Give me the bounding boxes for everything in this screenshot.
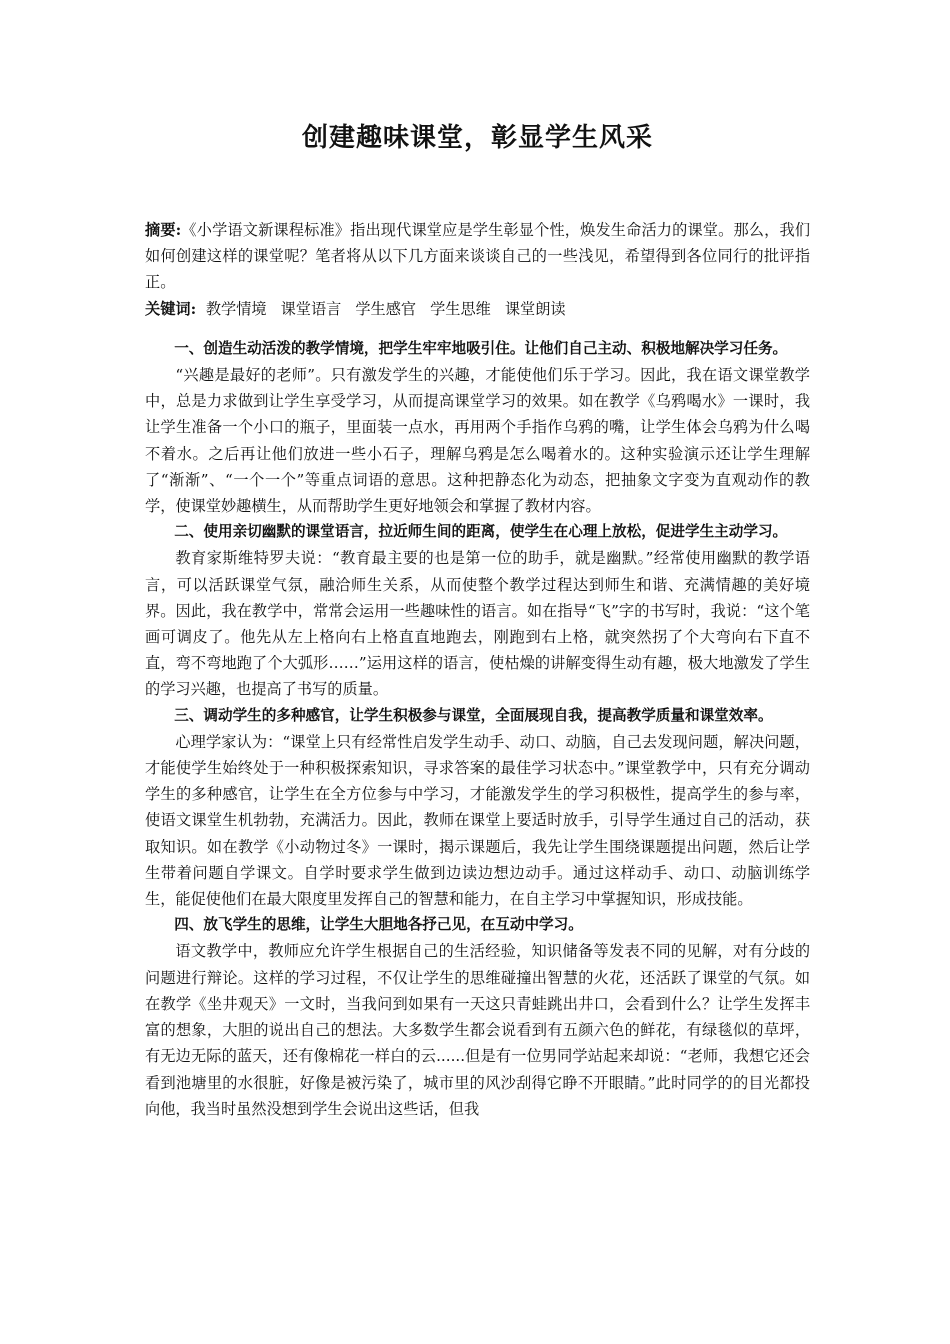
- keywords-label: 关键词:: [145, 299, 197, 318]
- keyword-item: 课堂朗读: [504, 299, 566, 318]
- section-heading-4: 四、放飞学生的思维，让学生大胆地各抒己见，在互动中学习。: [174, 916, 583, 934]
- abstract-text: 《小学语文新课程标准》指出现代课堂应是学生彰显个性，焕发生命活力的课堂。那么，我们如何创建这样的课堂呢？笔者将从以下几方面来谈谈自己的一些浅见，希望得到各位同行的批评指正。: [145, 221, 811, 292]
- section-heading-3: 三、调动学生的多种感官，让学生积极参与课堂，全面展现自我，提高教学质量和课堂效率。: [174, 706, 773, 724]
- section-heading-1: 一、创造生动活泼的教学情境，把学生牢牢地吸引住。让他们自己主动、积极地解决学习任务。: [174, 339, 788, 357]
- keywords: [145, 296, 810, 322]
- keyword-item: 课堂语言: [280, 299, 342, 318]
- keyword-item: 教学情境: [205, 299, 267, 318]
- abstract-label: 摘要:: [145, 221, 182, 239]
- section-text-2: 教育家斯维特罗夫说：“教育最主要的也是第一位的助手，就是幽默。”经常使用幽默的教学语言，可以活跃课堂气氛，融洽师生关系，从而使整个教学过程达到师生和谐、充满情趣的美好境界。因此，我在教学中，常常会运用一些趣味性的语言。如在指导“飞”字的书写时，我说：“这个笔画可调皮了。他先从左上格向右上格直直地跑去，刚跑到右上格，就突然拐了个大弯向右下直不直，弯不弯地跑了个大弧形……”运用这样的语言，使枯燥的讲解变得生动有趣，极大地激发了学生的学习兴趣，也提高了书写的质量。: [145, 549, 810, 699]
- page-title: 创建趣味课堂，彰显学生风采: [301, 123, 653, 153]
- section-text-4: 语文教学中，教师应允许学生根据自己的生活经验，知识储备等发表不同的见解，对有分歧的问题进行辩论。这样的学习过程，不仅让学生的思维碰撞出智慧的火花，还活跃了课堂的气氛。如在教学《坐井观天》一文时，当我问到如果有一天这只青蛙跳出井口，会看到什么？让学生发挥丰富的想象，大胆的说出自己的想法。大多数学生都会说看到有五颜六色的鲜花，有绿毯似的草坪，有无边无际的蓝天，还有像棉花一样白的云......但是有一位男同学站起来却说：“老师，我想它还会看到池塘里的水很脏，好像是被污染了，城市里的风沙刮得它睁不开眼睛。”此时同学的的目光都投向他，我当时虽然没想到学生会说出这些话，但我: [145, 942, 810, 1118]
- document-body: [145, 217, 810, 1122]
- abstract: [145, 217, 810, 296]
- section-text-3: 心理学家认为：“课堂上只有经常性启发学生动手、动口、动脑，自己去发现问题，解决问题，才能使学生始终处于一种积极探索知识，寻求答案的最佳学习状态中。”课堂教学中，只有充分调动学生的多种感官，让学生在全方位参与中学习，才能激发学生的学习积极性，提高学生的参与率，使语文课堂生机勃勃，充满活力。因此，教师在课堂上要适时放手，引导学生通过自己的活动，获取知识。如在教学《小动物过冬》一课时，揭示课题后，我先让学生围绕课题提出问题，然后让学生带着问题自学课文。自学时要求学生做到边读边想边动手。通过这样动手、动口、动脑训练学生，能促使他们在最大限度里发挥自己的智慧和能力，在自主学习中掌握知识，形成技能。: [145, 732, 810, 909]
- section-text-1: “兴趣是最好的老师”。只有激发学生的兴趣，才能使他们乐于学习。因此，我在语文课堂教学中，总是力求做到让学生享受学习，从而提高课堂学习的效果。如在教学《乌鸦喝水》一课时，我让学生准备一个小口的瓶子，里面装一点水，再用两个手指作乌鸦的嘴，让学生体会乌鸦为什么喝不着水。之后再让他们放进一些小石子，理解乌鸦是怎么喝着水的。这种实验演示还让学生理解了“渐渐”、“一个一个”等重点词语的意思。这种把静态化为动态，把抽象文字变为直观动作的教学，使课堂妙趣横生，从而帮助学生更好地领会和掌握了教材内容。: [145, 366, 810, 516]
- section-heading-2: 二、使用亲切幽默的课堂语言，拉近师生间的距离，使学生在心理上放松，促进学生主动学习。: [174, 523, 788, 541]
- keyword-item: 学生感官: [355, 299, 417, 318]
- keyword-item: 学生思维: [430, 299, 491, 318]
